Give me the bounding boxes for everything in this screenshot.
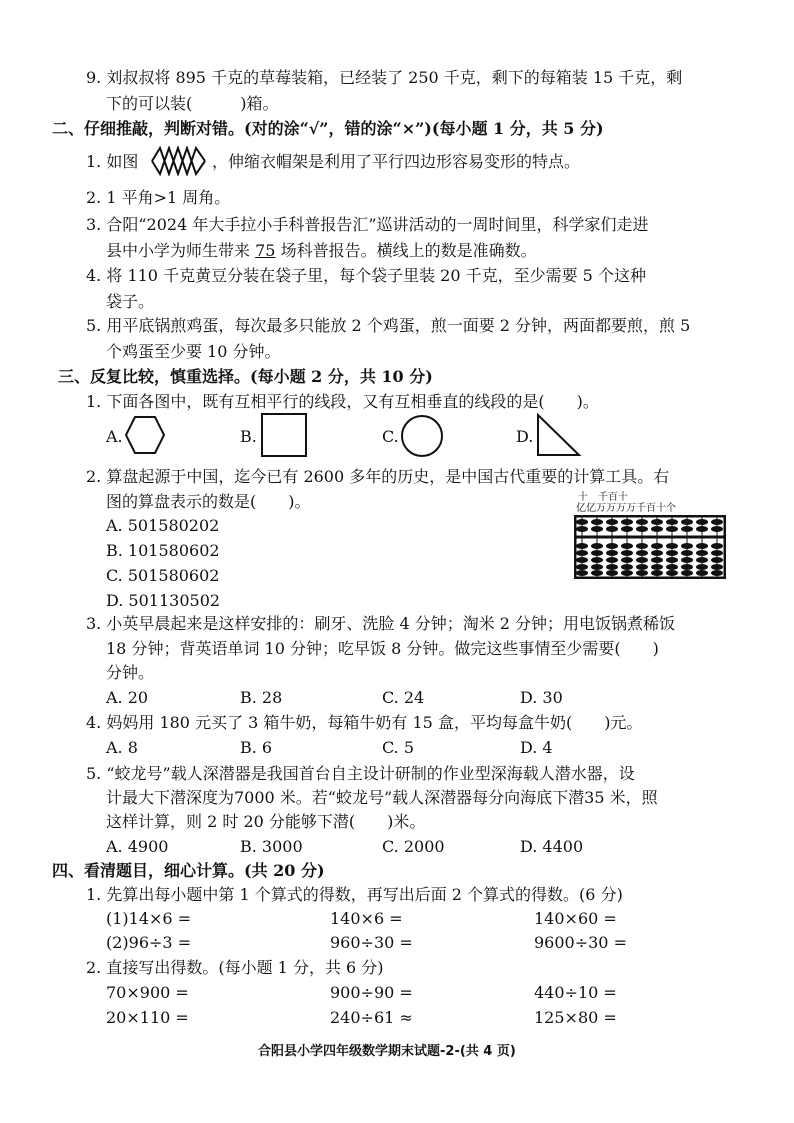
abacus-lower-bead bbox=[621, 557, 633, 563]
abacus-lower-bead bbox=[576, 550, 588, 556]
s3-q5-line1: 5. “蛟龙号”载人深潜器是我国首台自主设计研制的作业型深海载人潜水器，设 bbox=[86, 764, 635, 783]
abacus-lower-bead bbox=[711, 550, 723, 556]
abacus-lower-bead bbox=[681, 543, 693, 549]
abacus-lower-bead bbox=[621, 550, 633, 556]
abacus-lower-bead bbox=[651, 550, 663, 556]
abacus-upper-bead bbox=[651, 519, 663, 525]
s3-q3-option-c: C. 24 bbox=[382, 688, 425, 707]
abacus-upper-bead bbox=[681, 526, 693, 532]
section-3-title: 三、反复比较，慎重选择。(每小题 2 分，共 10 分) bbox=[58, 367, 433, 386]
s4-q2: 2. 直接写出得数。(每小题 1 分，共 6 分) bbox=[86, 958, 384, 977]
abacus-upper-bead bbox=[591, 519, 603, 525]
s3-q1: 1. 下面各图中，既有互相平行的线段，又有互相垂直的线段的是( )。 bbox=[86, 392, 599, 411]
abacus-lower-bead bbox=[591, 557, 603, 563]
abacus-figure bbox=[574, 515, 726, 579]
abacus-upper-bead bbox=[696, 519, 708, 525]
s3-q2-option-d: D. 501130502 bbox=[106, 591, 221, 610]
s4-q1-r1-c2: 140×6 = bbox=[330, 909, 403, 928]
abacus-upper-bead bbox=[696, 526, 708, 532]
s4-q1-r2-c2: 960÷30 = bbox=[330, 933, 413, 952]
abacus-lower-bead bbox=[621, 564, 633, 570]
s3-q3-option-d: D. 30 bbox=[520, 688, 563, 707]
circle-shape bbox=[400, 414, 444, 458]
abacus-place-labels-top: 十 千百十 bbox=[578, 492, 628, 503]
s3-q2-option-a: A. 501580202 bbox=[106, 516, 220, 535]
s2-q3-line2-post: 场科普报告。横线上的数是准确数。 bbox=[280, 241, 537, 260]
page-footer: 合阳县小学四年级数学期末试题-2-(共 4 页) bbox=[258, 1044, 516, 1059]
abacus-upper-bead bbox=[711, 526, 723, 532]
abacus-lower-bead bbox=[591, 570, 603, 576]
s2-q3-line2-pre: 县中小学为师生带来 bbox=[106, 241, 251, 260]
s3-q4-option-d: D. 4 bbox=[520, 738, 553, 757]
abacus-upper-bead bbox=[636, 526, 648, 532]
abacus-lower-bead bbox=[666, 557, 678, 563]
s3-q5-option-c: C. 2000 bbox=[382, 837, 445, 856]
s3-q2-line2: 图的算盘表示的数是( )。 bbox=[106, 492, 311, 511]
s3-q4-option-b: B. 6 bbox=[240, 738, 273, 757]
q9-line2: 下的可以装( )箱。 bbox=[106, 94, 279, 113]
s3-q3-line2: 18 分钟；背英语单词 10 分钟；吃早饭 8 分钟。做完这些事情至少需要( ) bbox=[106, 639, 659, 658]
abacus-lower-bead bbox=[636, 570, 648, 576]
s3-q4: 4. 妈妈用 180 元买了 3 箱牛奶，每箱牛奶有 15 盒，平均每盒牛奶( )元。 bbox=[86, 713, 643, 732]
abacus-lower-bead bbox=[576, 543, 588, 549]
section-4-title: 四、看清题目，细心计算。(共 20 分) bbox=[52, 861, 325, 880]
s2-q3-line2 bbox=[106, 239, 537, 263]
s3-q2-line1: 2. 算盘起源于中国，迄今已有 2600 多年的历史，是中国古代重要的计算工具。右 bbox=[86, 467, 670, 486]
s2-q4-line1: 4. 将 110 千克黄豆分装在袋子里，每个袋子里装 20 千克，至少需要 5 个这种 bbox=[86, 266, 646, 285]
coat-rack-zigzag-figure bbox=[150, 146, 208, 176]
s2-q3-line1: 3. 合阳“2024 年大手拉小手科普报告汇”巡讲活动的一周时间里，科学家们走进 bbox=[86, 215, 649, 234]
abacus-lower-bead bbox=[636, 564, 648, 570]
q9-line1: 9. 刘叔叔将 895 千克的草莓装箱，已经装了 250 千克，剩下的每箱装 15 千克，剩 bbox=[86, 68, 683, 87]
abacus-lower-bead bbox=[681, 557, 693, 563]
s3-q2-option-b: B. 101580602 bbox=[106, 541, 220, 560]
abacus-upper-bead bbox=[576, 519, 588, 525]
abacus-lower-bead bbox=[666, 570, 678, 576]
s4-q2-r1-c2: 900÷90 = bbox=[330, 983, 413, 1002]
abacus-lower-bead bbox=[696, 570, 708, 576]
s4-q1-r1-c3: 140×60 = bbox=[534, 909, 617, 928]
abacus-upper-bead bbox=[606, 519, 618, 525]
abacus-lower-bead bbox=[651, 543, 663, 549]
s2-q5-line2: 个鸡蛋至少要 10 分钟。 bbox=[106, 342, 281, 361]
s3-q3-line1: 3. 小英早晨起来是这样安排的：刷牙、洗脸 4 分钟；淘米 2 分钟；用电饭锅煮稀饭 bbox=[86, 614, 676, 633]
abacus-lower-bead bbox=[681, 550, 693, 556]
abacus-lower-bead bbox=[696, 557, 708, 563]
s2-q1-pre: 1. 如图 bbox=[86, 152, 139, 171]
abacus-lower-bead bbox=[696, 564, 708, 570]
abacus-lower-bead bbox=[666, 564, 678, 570]
abacus-upper-bead bbox=[651, 526, 663, 532]
hexagon-shape bbox=[124, 414, 166, 456]
s3-q5-option-a: A. 4900 bbox=[106, 837, 169, 856]
abacus-lower-bead bbox=[621, 543, 633, 549]
abacus-upper-bead bbox=[666, 519, 678, 525]
abacus-lower-bead bbox=[576, 564, 588, 570]
abacus-lower-bead bbox=[666, 550, 678, 556]
abacus-lower-bead bbox=[621, 570, 633, 576]
abacus-lower-bead bbox=[606, 550, 618, 556]
abacus-lower-bead bbox=[666, 543, 678, 549]
abacus-upper-bead bbox=[621, 526, 633, 532]
abacus-lower-bead bbox=[711, 543, 723, 549]
s3-q5-line2: 计最大下潜深度为7000 米。若“蛟龙号”载人深潜器每分向海底下潜35 米，照 bbox=[106, 788, 658, 807]
abacus-lower-bead bbox=[606, 570, 618, 576]
s3-q3-line3: 分钟。 bbox=[106, 663, 155, 682]
abacus-lower-bead bbox=[696, 543, 708, 549]
s4-q2-r2-c1: 20×110 = bbox=[106, 1008, 189, 1027]
abacus-upper-bead bbox=[681, 519, 693, 525]
s3-q2-option-c: C. 501580602 bbox=[106, 566, 220, 585]
abacus-lower-bead bbox=[576, 570, 588, 576]
s2-q2: 2. 1 平角>1 周角。 bbox=[86, 188, 231, 207]
abacus-lower-bead bbox=[681, 564, 693, 570]
s3-q4-option-c: C. 5 bbox=[382, 738, 415, 757]
abacus-lower-bead bbox=[696, 550, 708, 556]
right-triangle-shape bbox=[534, 412, 582, 458]
s4-q2-r1-c1: 70×900 = bbox=[106, 983, 189, 1002]
abacus-lower-bead bbox=[606, 557, 618, 563]
s3-q4-option-a: A. 8 bbox=[106, 738, 138, 757]
s4-q1-r2-c3: 9600÷30 = bbox=[534, 933, 627, 952]
abacus-lower-bead bbox=[711, 564, 723, 570]
abacus-lower-bead bbox=[636, 557, 648, 563]
s4-q1-r2-c1: (2)96÷3 = bbox=[106, 933, 192, 952]
s3-q1-option-c-label: C. bbox=[382, 427, 399, 446]
s2-q4-line2: 袋子。 bbox=[106, 292, 155, 311]
s3-q1-option-b-label: B. bbox=[240, 427, 257, 446]
abacus-place-labels-bottom: 亿亿万万万万千百十个 bbox=[576, 503, 676, 514]
abacus-lower-bead bbox=[636, 550, 648, 556]
s3-q3-option-a: A. 20 bbox=[106, 688, 149, 707]
s3-q3-option-b: B. 28 bbox=[240, 688, 283, 707]
abacus-lower-bead bbox=[711, 557, 723, 563]
abacus-lower-bead bbox=[711, 570, 723, 576]
abacus-lower-bead bbox=[606, 564, 618, 570]
abacus-upper-bead bbox=[666, 526, 678, 532]
s3-q5-option-d: D. 4400 bbox=[520, 837, 584, 856]
abacus-lower-bead bbox=[636, 543, 648, 549]
abacus-lower-bead bbox=[591, 564, 603, 570]
abacus-lower-bead bbox=[681, 570, 693, 576]
abacus-lower-bead bbox=[591, 550, 603, 556]
abacus-upper-bead bbox=[621, 519, 633, 525]
s4-q2-r2-c3: 125×80 = bbox=[534, 1008, 617, 1027]
square-shape bbox=[260, 412, 308, 458]
s2-q5-line1: 5. 用平底锅煎鸡蛋，每次最多只能放 2 个鸡蛋，煎一面要 2 分钟，两面都要煎，煎 5 bbox=[86, 316, 691, 335]
s3-q5-line3: 这样计算，则 2 时 20 分能够下潜( )米。 bbox=[106, 812, 426, 831]
abacus-lower-bead bbox=[576, 557, 588, 563]
abacus-upper-bead bbox=[606, 526, 618, 532]
s3-q1-option-a-label: A. bbox=[106, 427, 123, 446]
s4-q1: 1. 先算出每小题中第 1 个算式的得数，再写出后面 2 个算式的得数。(6 分) bbox=[86, 885, 623, 904]
s2-q3-underlined-number: 75 bbox=[255, 241, 276, 260]
abacus-upper-bead bbox=[576, 526, 588, 532]
abacus-upper-bead bbox=[636, 519, 648, 525]
s3-q1-option-d-label: D. bbox=[516, 427, 534, 446]
s4-q2-r1-c3: 440÷10 = bbox=[534, 983, 617, 1002]
abacus-lower-bead bbox=[651, 564, 663, 570]
s4-q1-r1-c1: (1)14×6 = bbox=[106, 909, 192, 928]
abacus-lower-bead bbox=[651, 570, 663, 576]
abacus-upper-bead bbox=[711, 519, 723, 525]
abacus-lower-bead bbox=[651, 557, 663, 563]
s3-q5-option-b: B. 3000 bbox=[240, 837, 303, 856]
abacus-lower-bead bbox=[591, 543, 603, 549]
abacus-upper-bead bbox=[591, 526, 603, 532]
s2-q1-post: ，伸缩衣帽架是利用了平行四边形容易变形的特点。 bbox=[212, 152, 581, 171]
abacus-lower-bead bbox=[606, 543, 618, 549]
s4-q2-r2-c2: 240÷61 ≈ bbox=[330, 1008, 413, 1027]
section-2-title: 二、仔细推敲，判断对错。(对的涂“√”，错的涂“×”)(每小题 1 分，共 5 分) bbox=[52, 119, 604, 138]
